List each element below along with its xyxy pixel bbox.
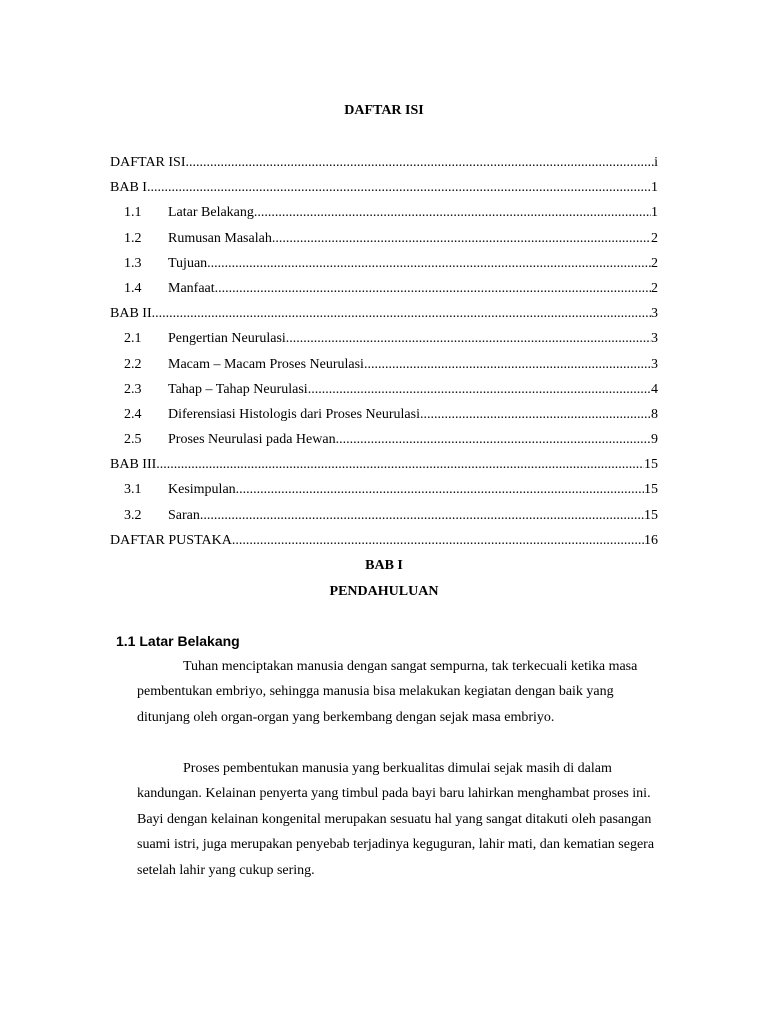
- toc-entry-page: 15: [644, 482, 658, 498]
- toc-entry-title: Latar Belakang: [168, 205, 254, 221]
- toc-dot-leader: [254, 200, 651, 225]
- toc-entry-title: Tujuan: [168, 255, 208, 271]
- toc-entry-title: Rumusan Masalah: [168, 230, 272, 246]
- toc-entry: [110, 402, 658, 427]
- toc-entry: [110, 200, 658, 225]
- toc-entry: [110, 226, 658, 251]
- toc-entry-page: 1: [651, 205, 658, 221]
- toc-entry-title: Kesimpulan: [168, 482, 236, 498]
- table-of-contents: [110, 150, 658, 553]
- toc-entry-title: BAB II: [110, 306, 152, 322]
- toc-entry-page: 1: [651, 180, 658, 196]
- toc-entry-page: 15: [644, 457, 658, 473]
- toc-entry-title: Macam – Macam Proses Neurulasi: [168, 356, 364, 372]
- toc-dot-leader: [186, 150, 655, 175]
- toc-dot-leader: [232, 528, 644, 553]
- toc-dot-leader: [200, 503, 644, 528]
- toc-entry-title: Diferensiasi Histologis dari Proses Neurulasi: [168, 406, 420, 422]
- body-paragraph: Proses pembentukan manusia yang berkualitas dimulai sejak masih di dalam kandungan. Kelainan penyerta yang timbul pada bayi baru lahirkan menghambat proses ini. Bayi dengan kelainan kongenital merupakan sesuatu hal yang sangat ditakuti oleh pasangan suami istri, juga merupakan penyebab terjadinya keguguran, lahir mati, dan kematian segera setelah lahir yang cukup sering.: [137, 761, 655, 878]
- toc-entry-page: 2: [651, 255, 658, 271]
- chapter-label: BAB I: [365, 558, 403, 573]
- toc-entry-number: 2.5: [124, 432, 142, 448]
- toc-dot-leader: [336, 427, 651, 452]
- toc-entry-page: 15: [644, 507, 658, 523]
- toc-entry-number: 2.1: [124, 331, 142, 347]
- toc-entry-title: Tahap – Tahap Neurulasi: [168, 381, 308, 397]
- toc-entry-number: 3.2: [124, 507, 142, 523]
- toc-entry-number: 2.4: [124, 406, 142, 422]
- toc-entry-page: i: [654, 155, 658, 170]
- toc-entry-number: 1.2: [124, 230, 142, 246]
- toc-entry: [110, 528, 658, 553]
- toc-dot-leader: [364, 352, 651, 377]
- toc-entry-title: Pengertian Neurulasi: [168, 331, 286, 347]
- toc-entry-number: 1.4: [124, 280, 142, 296]
- toc-dot-leader: [272, 226, 651, 251]
- toc-entry-page: 16: [644, 532, 658, 548]
- toc-entry-number: 2.2: [124, 356, 142, 372]
- toc-entry: [110, 377, 658, 402]
- toc-entry-page: 3: [651, 331, 658, 347]
- toc-entry-title: DAFTAR PUSTAKA: [110, 532, 232, 548]
- toc-dot-leader: [420, 402, 651, 427]
- toc-entry-title: BAB III: [110, 457, 157, 473]
- toc-entry-page: 3: [651, 306, 658, 322]
- toc-entry-page: 2: [651, 280, 658, 296]
- toc-dot-leader: [152, 301, 651, 326]
- toc-entry: [110, 251, 658, 276]
- body-paragraph: Tuhan menciptakan manusia dengan sangat sempurna, tak terkecuali ketika masa pembentukan embriyo, sehingga manusia bisa melakukan kegiatan dengan baik yang ditunjang oleh organ-organ yang berkembang dengan sejak masa embriyo.: [137, 659, 638, 725]
- toc-title: DAFTAR ISI: [344, 103, 424, 118]
- toc-dot-leader: [147, 175, 651, 200]
- toc-entry-title: Saran: [168, 507, 200, 523]
- toc-entry-number: 2.3: [124, 381, 142, 397]
- toc-entry: [110, 175, 658, 200]
- toc-dot-leader: [308, 377, 651, 402]
- toc-entry-page: 9: [651, 432, 658, 448]
- toc-dot-leader: [215, 276, 651, 301]
- toc-entry: [110, 452, 658, 477]
- toc-entry-number: 1.3: [124, 255, 142, 271]
- toc-entry: [110, 427, 658, 452]
- toc-entry-title: BAB I: [110, 180, 147, 196]
- toc-entry: [110, 477, 658, 502]
- toc-dot-leader: [236, 477, 644, 502]
- toc-entry-page: 4: [651, 381, 658, 397]
- toc-entry: [110, 276, 658, 301]
- toc-entry-number: 3.1: [124, 482, 142, 498]
- toc-entry: [110, 352, 658, 377]
- toc-entry-title: DAFTAR ISI: [110, 155, 186, 170]
- toc-entry: [110, 301, 658, 326]
- toc-entry-title: Proses Neurulasi pada Hewan: [168, 432, 336, 448]
- toc-entry: [110, 150, 658, 175]
- toc-dot-leader: [207, 251, 651, 276]
- toc-entry: [110, 326, 658, 351]
- toc-entry-page: 2: [651, 230, 658, 246]
- toc-dot-leader: [156, 452, 644, 477]
- toc-entry-page: 3: [651, 356, 658, 372]
- toc-entry-page: 8: [651, 406, 658, 422]
- toc-entry: [110, 503, 658, 528]
- chapter-title: PENDAHULUAN: [329, 584, 439, 599]
- section-heading: 1.1 Latar Belakang: [116, 633, 240, 649]
- toc-dot-leader: [286, 326, 651, 351]
- toc-entry-title: Manfaat: [168, 280, 215, 296]
- toc-entry-number: 1.1: [124, 205, 142, 221]
